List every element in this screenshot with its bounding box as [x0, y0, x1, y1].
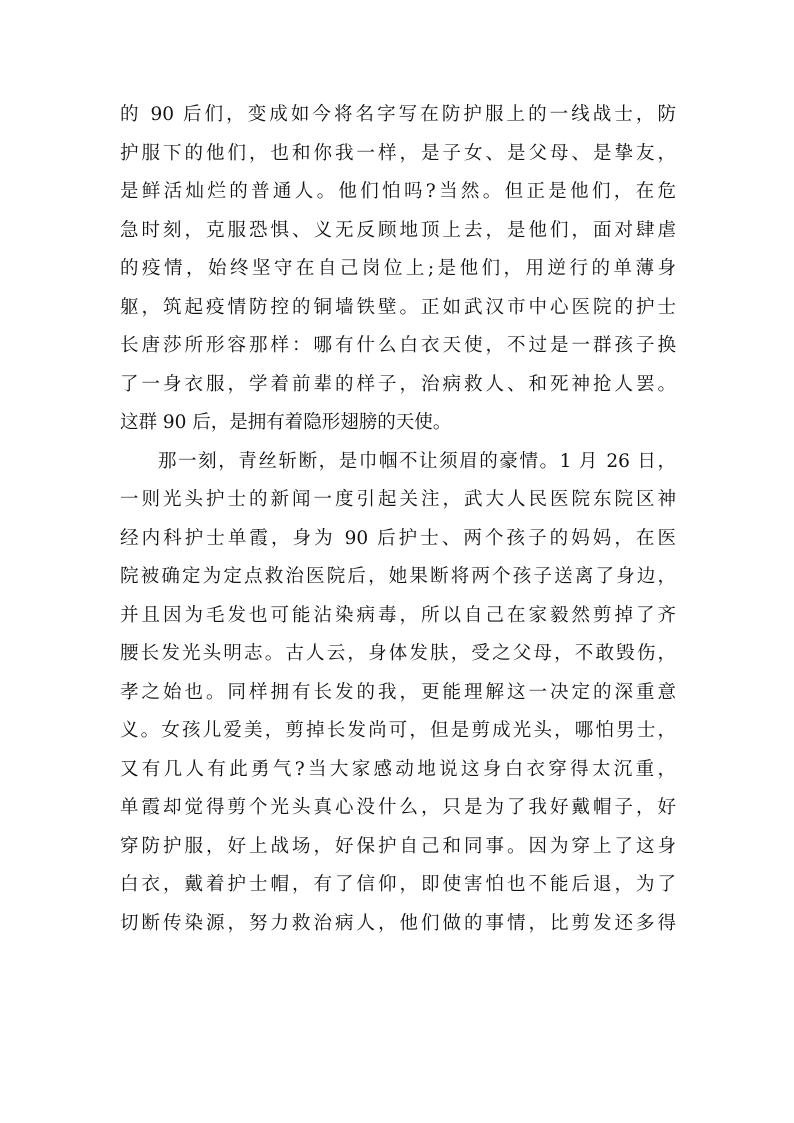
paragraph-2-line-4: 院被确定为定点救治医院后，她果断将两个孩子送离了身边，: [120, 566, 676, 587]
body-text: [120, 96, 676, 943]
paragraph-2-line-6: 腰长发光头明志。古人云，身体发肤，受之父母，不敢毁伤，: [120, 643, 676, 664]
paragraph-1-line-5: 的疫情，始终坚守在自己岗位上;是他们，用逆行的单薄身: [120, 258, 676, 279]
paragraph-1-line-6: 躯，筑起疫情防控的铜墙铁壁。正如武汉市中心医院的护士: [120, 296, 676, 318]
paragraph-1-line-2: 护服下的他们，也和你我一样，是子女、是父母、是挚友，: [120, 142, 676, 164]
paragraph-2-line-11: 穿防护服，好上战场，好保护自己和同事。因为穿上了这身: [120, 835, 676, 857]
paragraph-2-line-2: 一则光头护士的新闻一度引起关注，武大人民医院东院区神: [120, 489, 676, 510]
paragraph-1-line-3: 是鲜活灿烂的普通人。他们怕吗?当然。但正是他们，在危: [120, 181, 676, 202]
paragraph-2-line-1: 那一刻，青丝斩断，是巾帼不让须眉的豪情。1 月 26 日，: [158, 450, 676, 472]
paragraph-1-line-4: 急时刻，克服恐惧、义无反顾地顶上去，是他们，面对肆虐: [120, 219, 676, 241]
paragraph-2-line-13: 切断传染源，努力救治病人，他们做的事情，比剪发还多得: [120, 912, 676, 934]
paragraph-2-line-7: 孝之始也。同样拥有长发的我，更能理解这一决定的深重意: [120, 681, 676, 703]
paragraph-2-line-3: 经内科护士单霞，身为 90 后护士、两个孩子的妈妈，在医: [120, 527, 676, 549]
paragraph-2-line-5: 并且因为毛发也可能沾染病毒，所以自己在家毅然剪掉了齐: [120, 604, 676, 626]
paragraph-2-line-8: 义。女孩儿爱美，剪掉长发尚可，但是剪成光头，哪怕男士，: [120, 720, 676, 741]
paragraph-1-line-7: 长唐莎所形容那样：哪有什么白衣天使，不过是一群孩子换: [120, 335, 676, 356]
paragraph-2-line-12: 白衣，戴着护士帽，有了信仰，即使害怕也不能后退，为了: [120, 874, 676, 895]
paragraph-1-line-1: 的 90 后们，变成如今将名字写在防护服上的一线战士，防: [120, 104, 676, 125]
paragraph-1-line-8: 了一身衣服，学着前辈的样子，治病救人、和死神抢人罢。: [120, 373, 676, 395]
paragraph-2-line-9: 又有几人有此勇气?当大家感动地说这身白衣穿得太沉重，: [120, 758, 676, 780]
paragraph-1-line-9: 这群 90 后，是拥有着隐形翅膀的天使。: [120, 412, 452, 433]
paragraph-2-line-10: 单霞却觉得剪个光头真心没什么，只是为了我好戴帽子，好: [120, 797, 676, 818]
